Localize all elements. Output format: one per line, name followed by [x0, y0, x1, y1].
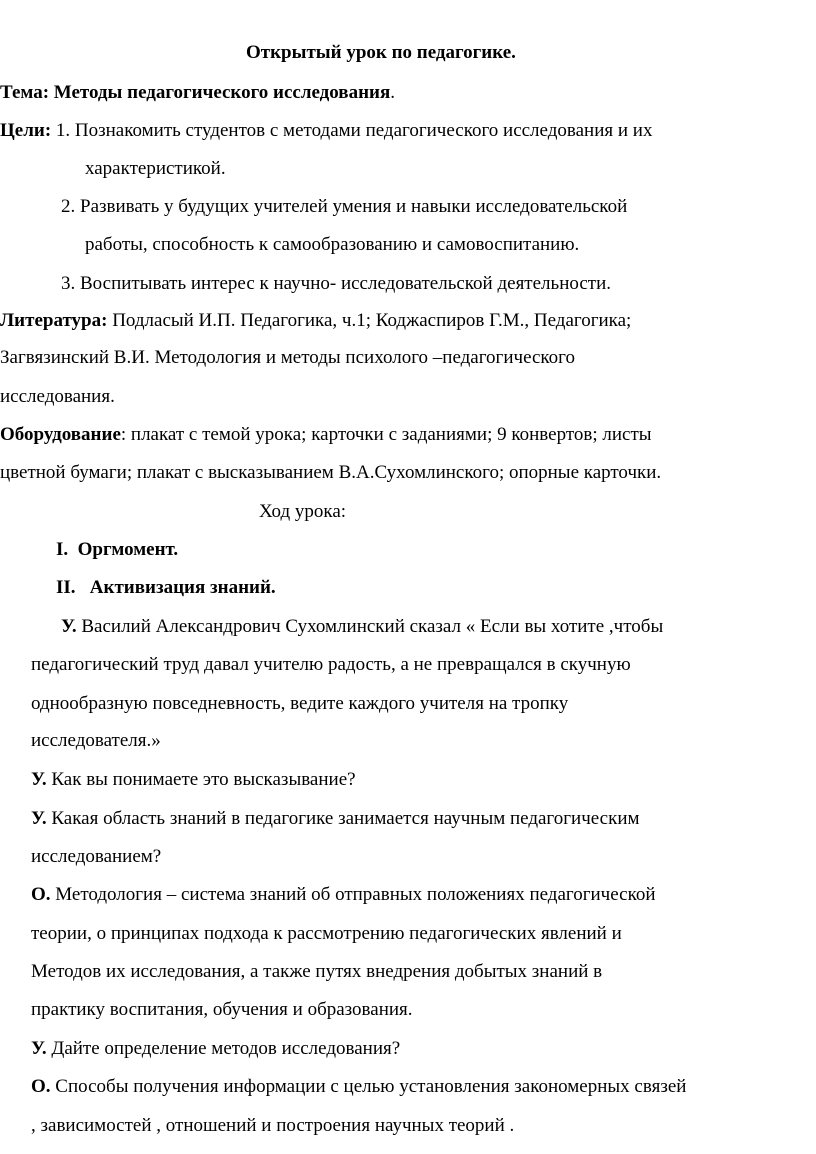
dialogue-1-line-2: педагогический труд давал учителю радость, а не превращался в скучную	[31, 654, 631, 675]
literature-line-1: Литература: Подласый И.П. Педагогика, ч.1; Коджаспиров Г.М., Педагогика;	[0, 310, 632, 331]
speaker-label: У.	[31, 1038, 47, 1059]
goal-3-line-1: 3. Воспитывать интерес к научно- исследовательской деятельности.	[61, 273, 611, 294]
section-2: II. Активизация знаний.	[56, 577, 276, 598]
dialogue-5-line-1: У. Дайте определение методов исследования?	[31, 1038, 401, 1059]
dialogue-4-line-4: практику воспитания, обучения и образования.	[31, 999, 413, 1020]
equipment-label: Оборудование	[0, 424, 121, 445]
speaker-label: О.	[31, 1076, 51, 1097]
dialogue-6-line-1: О. Способы получения информации с целью установления закономерных связей	[31, 1076, 687, 1097]
literature-line-2: Загвязинский В.И. Методология и методы психолого –педагогического	[0, 347, 575, 368]
section-1: I. Оргмомент.	[56, 539, 179, 560]
literature-line-3: исследования.	[0, 386, 115, 407]
dialogue-1-line-4: исследователя.»	[31, 730, 161, 751]
equipment-line-1: Оборудование: плакат с темой урока; карточки с заданиями; 9 конвертов; листы	[0, 424, 652, 445]
dialogue-6-line-2: , зависимостей , отношений и построения научных теорий .	[31, 1115, 515, 1136]
document-title: Открытый урок по педагогике.	[246, 42, 516, 63]
speaker-label: У.	[31, 808, 47, 829]
dialogue-1-line-3: однообразную повседневность, ведите каждого учителя на тропку	[31, 693, 569, 714]
speaker-label: У.	[31, 769, 47, 790]
lesson-flow-heading: Ход урока:	[259, 501, 347, 522]
dialogue-4-line-3: Методов их исследования, а также путях внедрения добытых знаний в	[31, 961, 603, 982]
speaker-label: О.	[31, 884, 51, 905]
topic-text: Методы педагогического исследования	[53, 82, 391, 103]
speaker-label: У.	[61, 616, 77, 637]
goal-1-line-2: характеристикой.	[85, 158, 226, 179]
dialogue-4-line-2: теории, о принципах подхода к рассмотрению педагогических явлений и	[31, 923, 622, 944]
literature-label: Литература:	[0, 310, 108, 331]
goal-1-line-1: Цели: 1. Познакомить студентов с методами педагогического исследования и их	[0, 120, 653, 141]
dialogue-1-line-1: У. Василий Александрович Сухомлинский сказал « Если вы хотите ,чтобы	[61, 616, 664, 637]
goal-2-line-1: 2. Развивать у будущих учителей умения и навыки исследовательской	[61, 196, 628, 217]
dialogue-4-line-1: О. Методология – система знаний об отправных положениях педагогической	[31, 884, 656, 905]
equipment-line-2: цветной бумаги; плакат с высказыванием В.А.Сухомлинского; опорные карточки.	[0, 462, 662, 483]
topic-line: Тема: Методы педагогического исследования.	[0, 82, 395, 103]
dialogue-2-line-1: У. Как вы понимаете это высказывание?	[31, 769, 356, 790]
topic-label: Тема:	[0, 82, 50, 103]
goal-2-line-2: работы, способность к самообразованию и самовоспитанию.	[85, 234, 580, 255]
dialogue-3-line-2: исследованием?	[31, 846, 162, 867]
dialogue-3-line-1: У. Какая область знаний в педагогике занимается научным педагогическим	[31, 808, 640, 829]
goals-label: Цели:	[0, 120, 52, 141]
